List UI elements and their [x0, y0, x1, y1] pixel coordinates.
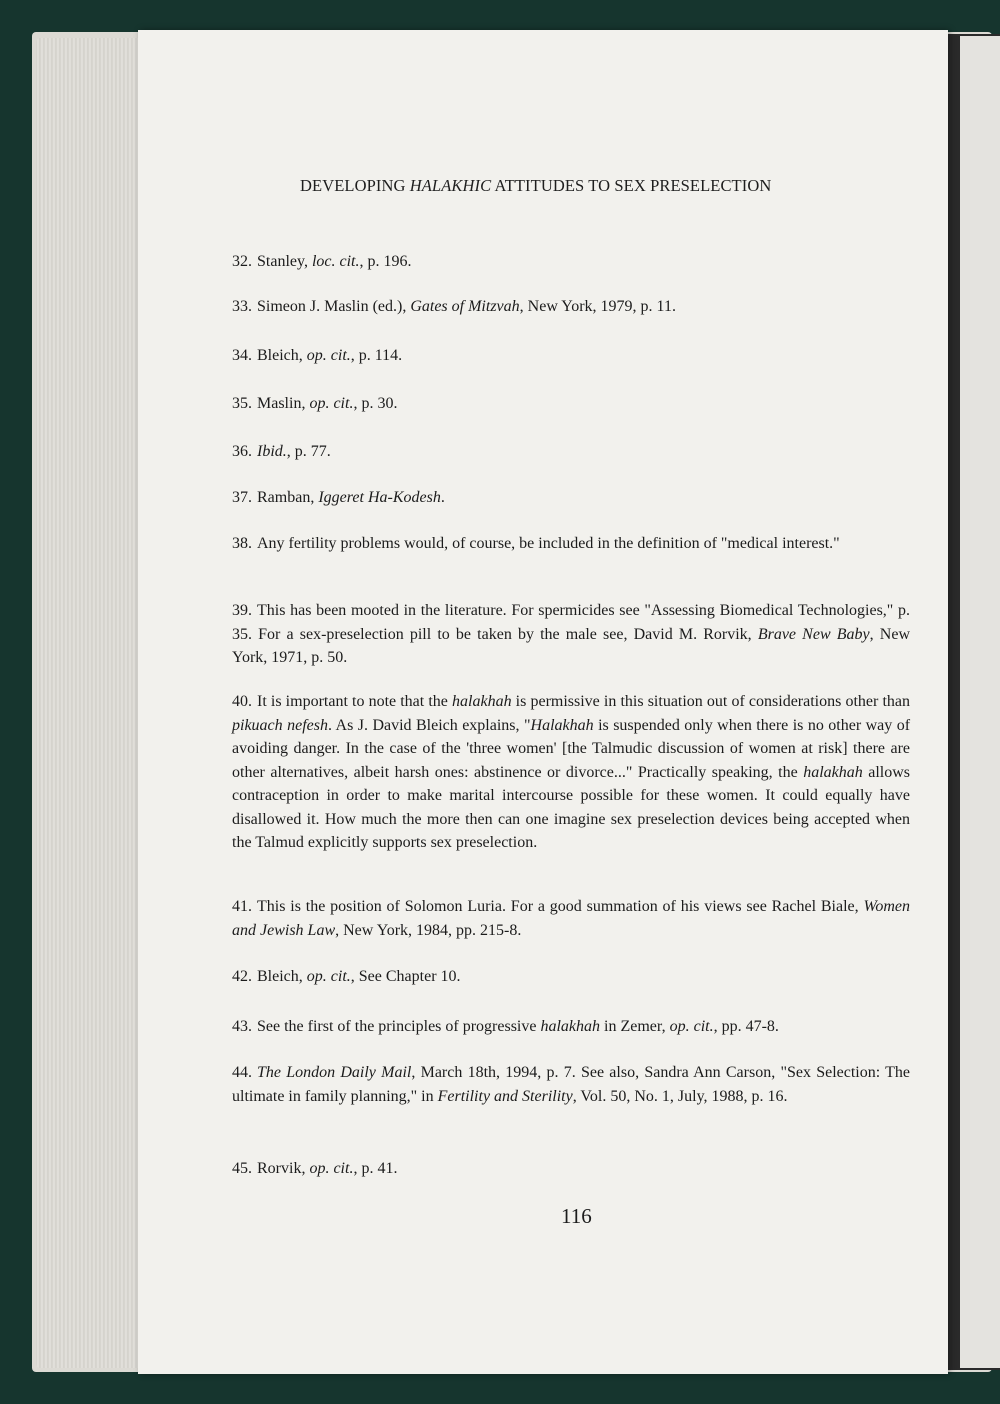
endnote-44	[232, 1061, 910, 1108]
endnote-45	[232, 1157, 910, 1181]
endnote-42	[232, 965, 910, 989]
endnote-34	[232, 344, 910, 368]
note-text: is permissive in this situation out of considerations other than	[511, 693, 911, 710]
note-text: in Zemer,	[600, 1018, 670, 1035]
note-italic: halakhah	[803, 763, 863, 781]
page-edges	[36, 38, 146, 1368]
endnote-41	[232, 895, 910, 942]
running-head-text: DEVELOPING	[300, 176, 410, 195]
note-text: It is important to note that the	[257, 693, 453, 710]
note-italic: Women and Jewish Law	[232, 898, 910, 939]
running-head-italic: HALAKHIC	[409, 176, 492, 195]
endnote-39	[232, 599, 910, 670]
note-text: allows contraception in order to make marital intercourse possible for these women. It could equally have disallowed it. How much the more then can one imagine sex preselection devices being accepted when the Talmud explicitly supports sex preselection.	[232, 763, 910, 851]
note-italic: halakhah	[452, 693, 512, 710]
note-italic: op. cit.	[306, 347, 351, 364]
note-text: , p. 30.	[353, 395, 398, 412]
note-number: 35.	[232, 395, 252, 412]
note-text: This is the position of Solomon Luria. For a good summation of his views see Rachel Biale,	[257, 898, 864, 915]
note-text: , pp. 47-8.	[713, 1018, 779, 1035]
note-text: , p. 114.	[350, 347, 403, 364]
note-text: , New York, 1984, pp. 215-8.	[335, 921, 522, 939]
note-text: , New York, 1971, p. 50.	[232, 625, 910, 666]
note-text: , Vol. 50, No. 1, July, 1988, p. 16.	[572, 1087, 788, 1105]
note-text: Maslin,	[257, 395, 310, 412]
note-text: , p. 196.	[359, 253, 412, 270]
note-number: 45.	[232, 1160, 252, 1177]
note-text: , p. 41.	[353, 1160, 398, 1177]
note-number: 38.	[232, 535, 252, 552]
note-number: 39.	[232, 602, 252, 619]
note-text: Rorvik,	[257, 1160, 310, 1177]
note-number: 43.	[232, 1018, 252, 1035]
note-text: Stanley,	[257, 253, 312, 270]
note-italic: op. cit.	[306, 968, 351, 985]
note-text: Ramban,	[257, 489, 319, 506]
endnote-32	[232, 250, 910, 274]
endnote-37	[232, 486, 910, 510]
note-text: Bleich,	[257, 347, 307, 364]
note-number: 36.	[232, 443, 252, 460]
endnote-35	[232, 392, 910, 416]
endnote-36	[232, 440, 910, 464]
note-text: , New York, 1979, p. 11.	[519, 298, 676, 315]
note-text: .	[440, 489, 445, 506]
endnote-40	[232, 690, 910, 855]
note-number: 34.	[232, 347, 252, 364]
note-text: is suspended only when there is no other way of avoiding danger. In the case of the 'three women' [the Talmudic discussion of women at risk] there are other alternatives, albeit harsh ones: abstinence or divorce..." Practically speaking, the	[232, 716, 911, 781]
note-text: Any fertility problems would, of course, be included in the definition of "medical interest."	[257, 535, 840, 552]
note-number: 41.	[232, 898, 252, 915]
running-head-text-end: ATTITUDES TO SEX PRESELECTION	[491, 176, 772, 195]
running-head	[300, 176, 840, 196]
note-number: 42.	[232, 968, 252, 985]
note-italic: op. cit.	[309, 395, 354, 412]
endnote-38	[232, 532, 910, 556]
note-text: . As J. David Bleich explains, "	[327, 716, 531, 734]
note-number: 37.	[232, 489, 252, 506]
note-text: , p. 77.	[286, 443, 331, 460]
note-number: 44.	[232, 1064, 252, 1081]
note-number: 32.	[232, 253, 252, 270]
endnote-33	[232, 295, 910, 319]
note-italic: pikuach nefesh	[232, 716, 328, 734]
note-italic: Gates of Mitzvah	[410, 298, 520, 315]
note-italic: Fertility and Sterility	[437, 1087, 573, 1105]
note-text: , See Chapter 10.	[350, 968, 461, 985]
note-number: 40.	[232, 693, 252, 710]
page-number: 116	[561, 1204, 592, 1228]
note-italic: op. cit.	[669, 1018, 714, 1035]
note-text: This has been mooted in the literature. For spermicides see "Assessing Biomedical Technologies," p. 35. For a sex-preselection pill to be taken by the male see, David M. Rorvik,	[232, 602, 910, 643]
note-italic: The London Daily Mail	[257, 1064, 412, 1081]
endnote-43	[232, 1015, 910, 1039]
note-italic: Iggeret Ha-Kodesh	[318, 489, 441, 506]
note-italic: halakhah	[540, 1018, 601, 1035]
note-italic: loc. cit.	[311, 253, 360, 270]
note-italic: op. cit.	[309, 1160, 354, 1177]
note-number: 33.	[232, 298, 252, 315]
facing-page-edge	[960, 36, 1000, 1368]
note-text: Bleich,	[257, 968, 307, 985]
note-italic: Brave New Baby	[757, 625, 870, 643]
note-italic: Halakhah	[530, 716, 594, 734]
note-text: , March 18th, 1994, p. 7. See also, Sandra Ann Carson, "Sex Selection: The ultimate in family planning," in	[232, 1064, 911, 1105]
note-italic: Ibid.	[257, 443, 287, 460]
note-text: See the first of the principles of progressive	[257, 1018, 541, 1035]
note-text: Simeon J. Maslin (ed.),	[257, 298, 411, 315]
